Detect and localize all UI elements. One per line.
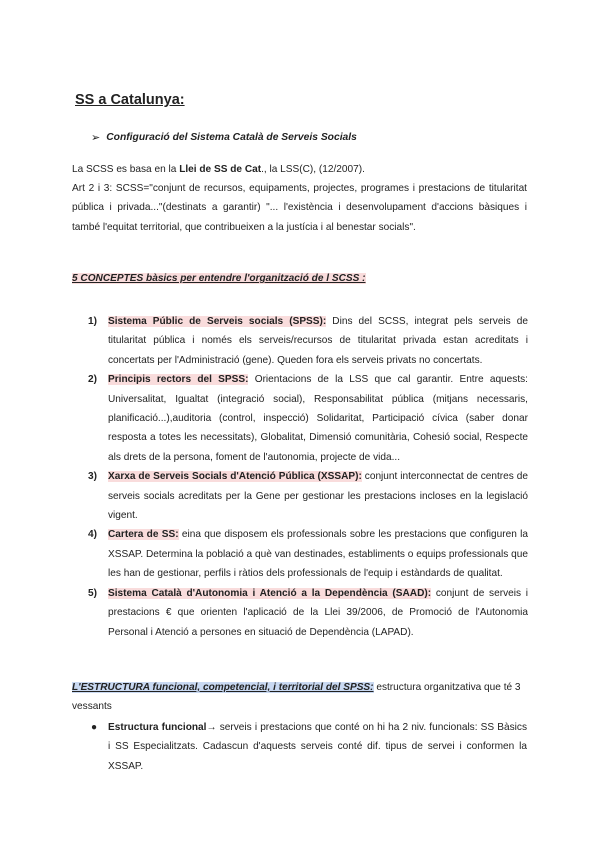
structure-paragraph bbox=[72, 678, 530, 717]
concept-text: Orientacions de la LSS que cal garantir. Entre aquests: Universalitat, Igualtat (integració social), Responsabilitat pública (mitjans necessaris, planificació...),auditoria (control, inspecció) Solidaritat, Participació cívica (saber donar resposta a totes les necessitats), Globalitat, Dimensió comunitària, Cohesió social, Respecte als drets de la persona, foment de l'autonomia, projecte de vida... bbox=[108, 374, 528, 463]
intro-text-cont: ., la LSS(C), (12/2007). bbox=[261, 164, 365, 175]
concept-item bbox=[88, 584, 528, 642]
arrow-bullet-icon: ➢ bbox=[91, 132, 101, 144]
concept-number: 5) bbox=[88, 587, 97, 599]
bullet-dot-icon: ● bbox=[91, 722, 98, 733]
structure-bullets bbox=[91, 718, 527, 776]
bullet-item bbox=[91, 718, 527, 776]
intro-text: La SCSS es basa en la bbox=[72, 164, 180, 175]
concept-text: conjunt de serveis i prestacions € que orienten l'aplicació de la Llei 39/2006, de Promoció de l'Autonomia Personal i Atenció a persones en situació de Dependència (LAPAD). bbox=[108, 587, 528, 638]
concept-number: 4) bbox=[88, 529, 97, 541]
concept-text: conjunt interconnectat de centres de serveis socials acreditats per la Gene per gestionar les prestacions incloses en la legislació vigent. bbox=[108, 471, 528, 522]
concept-text: Dins del SCSS, integrat pels serveis de titularitat pública i només els serveis/recursos de titularitat privada estan acreditats i concertats per l'Administració (gene). Queden fora els serveis privats no concertats. bbox=[108, 316, 529, 366]
concept-item bbox=[88, 525, 528, 583]
intro-paragraph-1 bbox=[72, 160, 527, 179]
concept-term: Cartera de SS: bbox=[108, 529, 179, 541]
intro-law-name: Llei de SS de Cat bbox=[179, 164, 262, 175]
structure-heading: L'ESTRUCTURA funcional, competencial, i territorial del SPSS: bbox=[72, 682, 374, 693]
concept-term: Xarxa de Serveis Socials d'Atenció Pública (XSSAP): bbox=[108, 471, 362, 483]
bullet-term: Estructura funcional bbox=[108, 722, 207, 733]
concept-text: eina que disposem els professionals sobre les prestacions que configuren la XSSAP. Determina la població a què van destinades, establiments o equips professionals que les han de gestionar, perfils i ràtios dels professionals de l'equip i estàndards de qualitat. bbox=[108, 529, 529, 580]
concept-number: 1) bbox=[88, 316, 97, 327]
concepts-list bbox=[88, 312, 528, 642]
concept-item bbox=[88, 312, 528, 370]
concept-term: Sistema Públic de Serveis socials (SPSS): bbox=[108, 316, 327, 327]
intro-paragraph-2: Art 2 i 3: SCSS="conjunt de recursos, equipaments, projectes, programes i prestacions de titularitat pública i privada..."(destinats a garantir) "... l'existència i desenvolupament d'accions bàsiques i també l'equitat territorial, que contribueixen a la justícia i al benestar socials". bbox=[72, 183, 527, 233]
concepts-heading: 5 CONCEPTES bàsics per entendre l'organització de l SCSS : bbox=[72, 273, 366, 284]
concept-term: Principis rectors del SPSS: bbox=[108, 374, 249, 386]
concept-term: Sistema Català d'Autonomia i Atenció a la Dependència (SAAD): bbox=[108, 587, 432, 599]
page-title: SS a Catalunya: bbox=[75, 92, 185, 108]
section-subtitle bbox=[91, 131, 357, 144]
concept-item bbox=[88, 467, 528, 525]
subtitle-text: Configuració del Sistema Català de Serveis Socials bbox=[106, 132, 357, 143]
concept-number: 2) bbox=[88, 374, 97, 386]
structure-text: estructura organitzativa que té 3 vessants bbox=[72, 682, 521, 713]
bullet-text: → serveis i prestacions que conté on hi ha 2 niv. funcionals: SS Bàsics i SS Especialitzats. Cadascun d'aquests serveis conté dif. tipus de servei i conformen la XSSAP. bbox=[108, 722, 527, 772]
concept-number: 3) bbox=[88, 471, 97, 483]
concept-item bbox=[88, 370, 528, 467]
